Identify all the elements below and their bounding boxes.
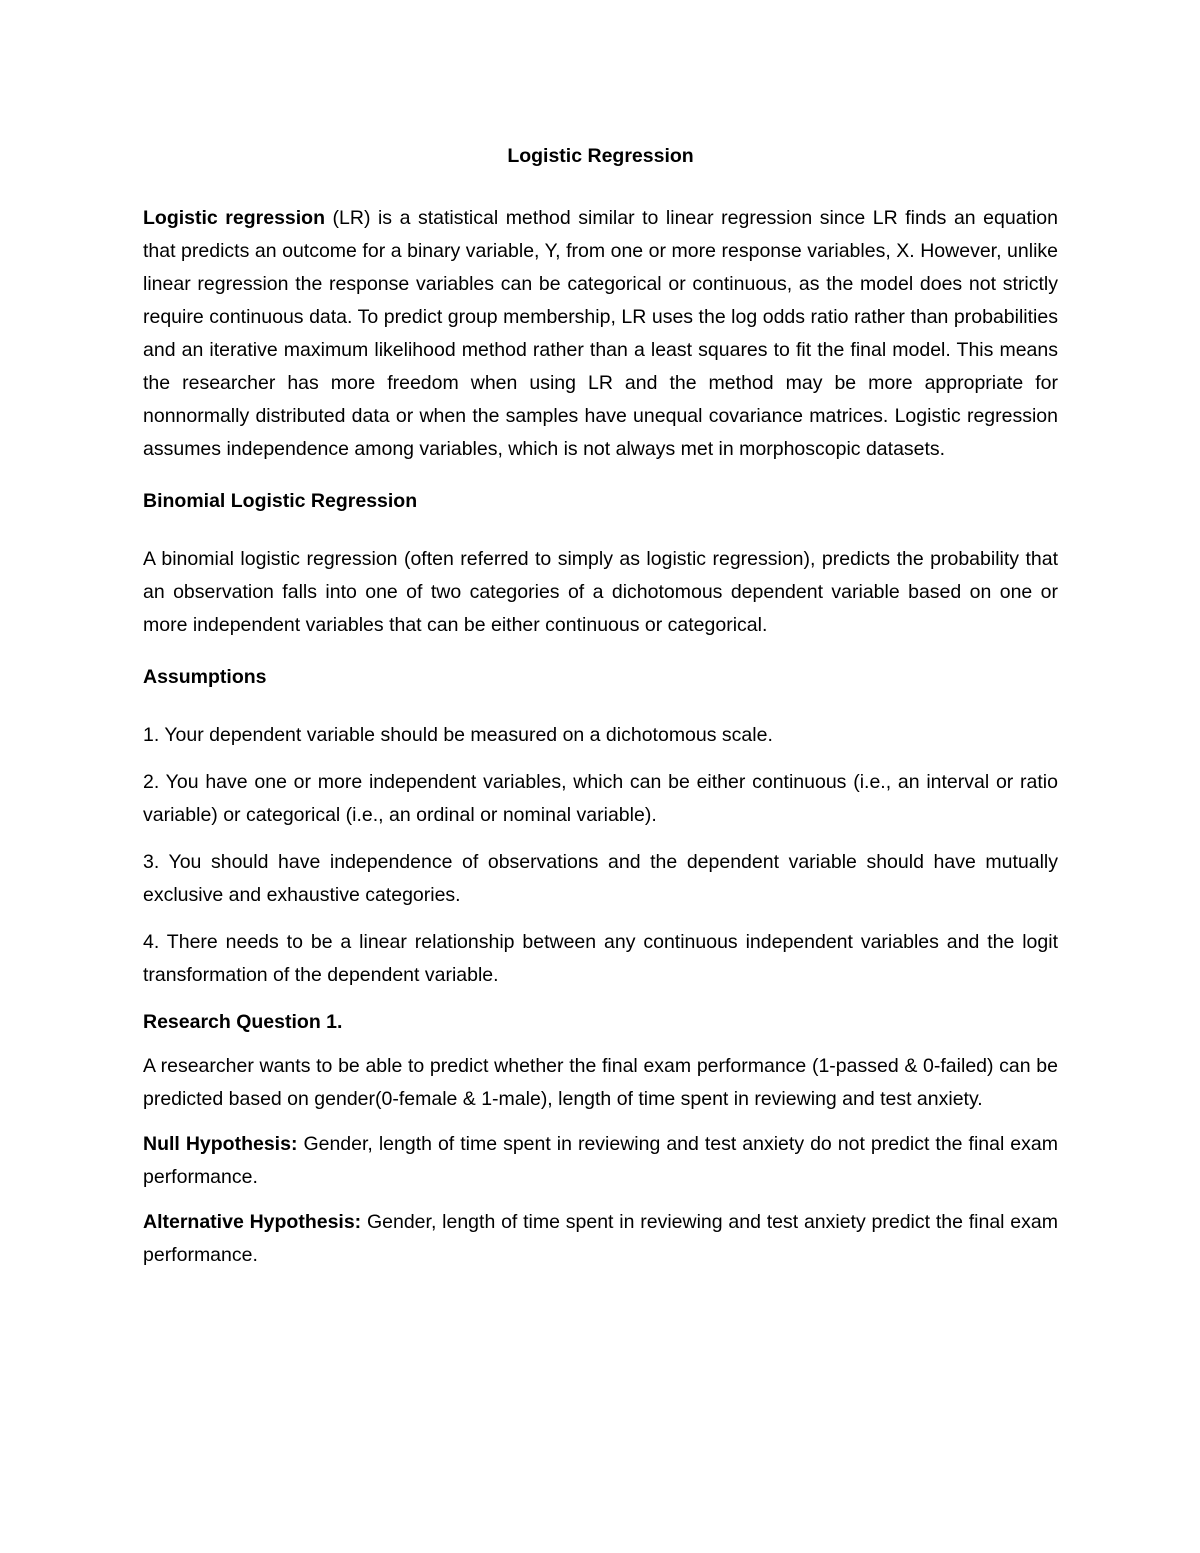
null-hypothesis-label: Null Hypothesis: xyxy=(143,1133,298,1155)
alternative-hypothesis xyxy=(143,1206,1058,1272)
assumption-item-2: 2. You have one or more independent variables, which can be either continuous (i.e., an interval or ratio variable) or categorical (i.e., an ordinal or nominal variable). xyxy=(143,771,1058,826)
assumption-item-4: 4. There needs to be a linear relationship between any continuous independent variables and the logit transformation of the dependent variable. xyxy=(143,931,1058,986)
research-question-text: A researcher wants to be able to predict whether the final exam performance (1-passed & 0-failed) can be predicted based on gender(0-female & 1-male), length of time spent in reviewing and test anxiety. xyxy=(143,1055,1058,1110)
document-page xyxy=(143,140,1058,1284)
binomial-heading: Binomial Logistic Regression xyxy=(143,490,418,512)
assumption-item-1: 1. Your dependent variable should be measured on a dichotomous scale. xyxy=(143,724,773,746)
assumption-item-3: 3. You should have independence of observations and the dependent variable should have mutually exclusive and exhaustive categories. xyxy=(143,851,1058,906)
null-hypothesis-text: Gender, length of time spent in reviewing and test anxiety do not predict the final exam performance. xyxy=(143,1133,1058,1188)
null-hypothesis xyxy=(143,1128,1058,1194)
document-title: Logistic Regression xyxy=(507,145,694,167)
intro-text: (LR) is a statistical method similar to linear regression since LR finds an equation that predicts an outcome for a binary variable, Y, from one or more response variables, X. However, unlike linear regression the response variables can be categorical or continuous, as the model does not strictly require continuous data. To predict group membership, LR uses the log odds ratio rather than probabilities and an iterative maximum likelihood method rather than a least squares to fit the final model. This means the researcher has more freedom when using LR and the method may be more appropriate for nonnormally distributed data or when the samples have unequal covariance matrices. Logistic regression assumes independence among variables, which is not always met in morphoscopic datasets. xyxy=(143,207,1058,460)
alternative-hypothesis-label: Alternative Hypothesis: xyxy=(143,1211,362,1233)
assumptions-heading: Assumptions xyxy=(143,666,267,688)
alternative-hypothesis-text: Gender, length of time spent in reviewing and test anxiety predict the final exam performance. xyxy=(143,1211,1058,1266)
binomial-paragraph: A binomial logistic regression (often referred to simply as logistic regression), predicts the probability that an observation falls into one of two categories of a dichotomous dependent variable based on one or more independent variables that can be either continuous or categorical. xyxy=(143,548,1058,636)
research-question-heading: Research Question 1. xyxy=(143,1011,343,1033)
assumptions-list xyxy=(143,719,1058,992)
intro-term: Logistic regression xyxy=(143,207,325,229)
intro-paragraph xyxy=(143,202,1058,466)
